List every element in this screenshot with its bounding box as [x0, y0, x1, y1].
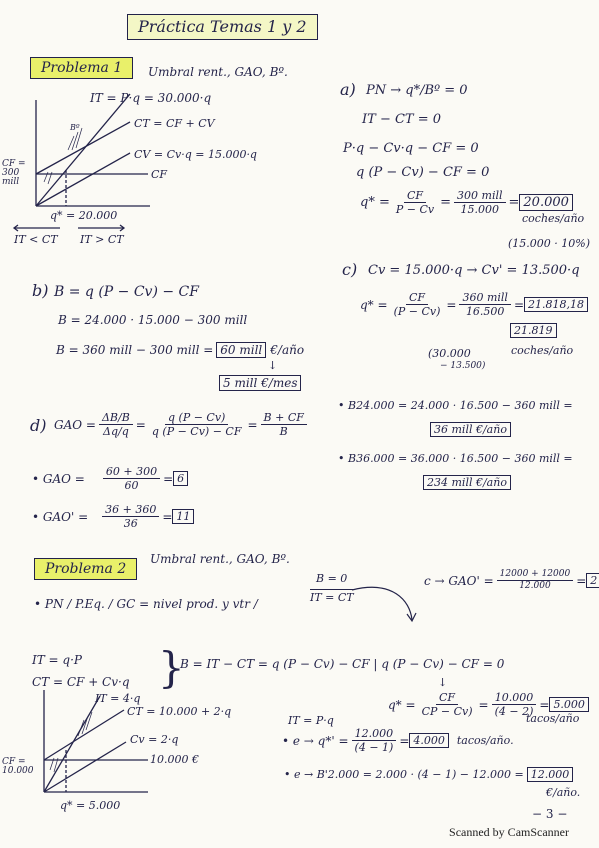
- graph1-qstar-label: q* = 20.000: [50, 209, 118, 222]
- part-b-unit: €/año: [270, 343, 305, 357]
- part-a-line4: q (P − Cv) − CF = 0: [356, 165, 490, 180]
- part-c-label: c): [342, 260, 358, 279]
- part-a-equation: q* = $\frac{CF}{P - Cv}$ = $\frac{\text{300 mill}}{15.000}$ = 20.000: [360, 190, 573, 215]
- gao-2-row: • GAO' = $\frac{36 + 360}{36}$ = 11: [32, 504, 194, 529]
- part-d-frac1: $\frac{\Delta B/B}{\Delta q/q}$: [99, 412, 133, 437]
- part-c-aside2: − 13.500): [440, 361, 486, 371]
- part-c-aside1: (30.000: [428, 347, 471, 360]
- p2-frac2: $\frac{10.000}{(4 - 2)}$: [492, 692, 537, 717]
- part-b-line3-text: B = 360 mill − 300 mill =: [56, 343, 214, 357]
- problem-2-subtitle: Umbral rent., GAO, Bº.: [150, 552, 290, 566]
- scanner-watermark: Scanned by CamScanner: [449, 825, 569, 839]
- part-a-unit: coches/año: [522, 212, 585, 225]
- part-c-result2: 21.819: [510, 323, 557, 338]
- gao-2-frac: $\frac{36 + 360}{36}$: [102, 504, 159, 529]
- gao-1-label: • GAO =: [32, 471, 85, 486]
- problem-2-cond2: IT = CT: [310, 591, 354, 604]
- graph2-cf-axis-label: CF = 10.000: [2, 757, 34, 776]
- graph1-profit-label: Bº: [70, 123, 80, 132]
- graph2-cf-label: 10.000 €: [150, 753, 199, 766]
- p2-frac1: $\frac{CF}{CP - Cv)}$: [421, 691, 473, 718]
- part-b-line2: B = 24.000 · 15.000 − 300 mill: [58, 313, 248, 327]
- graph1-left-region: IT < CT: [14, 233, 58, 246]
- b24-result: 36 mill €/año: [430, 422, 511, 437]
- p2-e2-result: 12.000: [527, 767, 574, 782]
- part-c-result1: 21.818,18: [524, 297, 588, 312]
- part-a-line1: PN → q*/Bº = 0: [366, 83, 468, 98]
- part-a-line3: P·q − Cv·q − CF = 0: [343, 141, 479, 156]
- p2-qstar-unit: tacos/año: [526, 712, 580, 725]
- graph2-it-line: [44, 696, 100, 792]
- part-a-line2: IT − CT = 0: [362, 112, 442, 127]
- p2-qstar-result: 5.000: [549, 697, 589, 712]
- page-number: − 3 −: [532, 807, 568, 821]
- graph2-it-label: IT = 4·q: [95, 692, 141, 705]
- p2-e2-unit: €/año.: [546, 786, 581, 799]
- graph1-it-label: IT = P·q = 30.000·q: [90, 91, 212, 105]
- p2-e1-result: 4.000: [409, 733, 449, 748]
- gao-1-frac: $\frac{60 + 300}{60}$: [103, 466, 160, 491]
- p2-e1-unit: tacos/año.: [456, 734, 514, 747]
- p2-qstar-lhs: q* =: [388, 697, 416, 712]
- p2-it: IT = q·P: [32, 653, 82, 667]
- p2-gao-result: 2: [586, 573, 599, 588]
- problem-2-cond1: B = 0: [316, 572, 348, 585]
- graph1-cf-axis-label: CF = 300 mill: [2, 159, 26, 187]
- part-b-label: b): [32, 281, 49, 300]
- b24-line: • B24.000 = 24.000 · 16.500 − 360 mill =: [338, 399, 573, 412]
- part-c-unit: coches/año: [511, 344, 574, 357]
- graph1-cf-label: CF: [151, 168, 168, 181]
- graph2-cv-line: [44, 742, 126, 792]
- part-b-result: 60 mill: [216, 342, 266, 358]
- gao-1-result: 6: [173, 471, 188, 486]
- graph2-cv-label: Cv = 2·q: [130, 733, 179, 746]
- p2-e-pre: IT = P·q: [288, 714, 334, 727]
- p2-gao-row: c → GAO' = $\frac{12000 + 12000}{12.000}$ = 2: [424, 570, 599, 591]
- part-a-result: 20.000: [519, 194, 573, 211]
- part-a-frac1: $\frac{CF}{P - Cv}$: [395, 189, 435, 216]
- part-d-lhs: GAO =: [54, 417, 96, 432]
- part-c-note: (15.000 · 10%): [508, 237, 591, 250]
- part-d-frac3: $\frac{B + CF}{B}$: [261, 412, 307, 437]
- part-c-equation: q* = $\frac{CF}{(P - Cv)}$ = $\frac{\text{360 mill}}{16.500}$ = 21.818,18: [360, 292, 588, 317]
- graph1-right-region: IT > CT: [80, 233, 124, 246]
- graph1-cv-label: CV = Cv·q = 15.000·q: [134, 148, 257, 161]
- part-c-lhs: q* =: [360, 297, 388, 312]
- p2-e2-row: [284, 767, 573, 782]
- part-a-frac2: $\frac{\text{300 mill}}{15.000}$: [454, 190, 505, 215]
- graph1-ct-label: CT = CF + CV: [134, 117, 215, 130]
- p2-e1-lhs: • e → q*' =: [282, 733, 349, 748]
- b36-line: • B36.000 = 36.000 · 16.500 − 360 mill =: [338, 452, 573, 465]
- p2-gao-frac: $\frac{12000 + 12000}{12.000}$: [497, 570, 574, 591]
- part-a-label: a): [340, 80, 356, 99]
- graph2-ct-line: [44, 710, 124, 760]
- problem-1-subtitle: Umbral rent., GAO, Bº.: [148, 65, 288, 79]
- p2-e1-row: • e → q*' = $\frac{12.000}{(4 - 1)}$ = 4.000 tacos/año.: [282, 727, 514, 754]
- p2-gao-lhs: c → GAO' =: [424, 573, 494, 588]
- graph2-ct-label: CT = 10.000 + 2·q: [127, 705, 232, 718]
- part-c-frac1: $\frac{CF}{(P - Cv)}$: [393, 291, 441, 318]
- gao-2-result: 11: [172, 509, 194, 524]
- p2-e2-lhs: • e → B'2.000 = 2.000 · (4 − 1) − 12.000 =: [284, 768, 524, 781]
- part-a-lhs: q* =: [360, 195, 390, 210]
- gao-1-row: • GAO = $\frac{60 + 300}{60}$ = 6: [32, 466, 188, 491]
- part-b-arrow: ↓: [268, 359, 278, 372]
- problem-1-label: Problema 1: [30, 57, 133, 79]
- graph2-qstar-label: q* = 5.000: [60, 799, 121, 812]
- problem-2-label: Problema 2: [34, 558, 137, 580]
- part-b-monthly: 5 mill €/mes: [219, 375, 301, 391]
- gao-2-label: • GAO' =: [32, 509, 89, 524]
- problem-2-definition: • PN / P.Eq. / GC = nivel prod. y vtr /: [34, 597, 258, 611]
- part-c-line1: Cv = 15.000·q → Cv' = 13.500·q: [368, 263, 580, 278]
- part-d-equation: GAO = $\frac{\Delta B/B}{\Delta q/q}$ = $\frac{q (P - Cv)}{q (P - Cv) - CF}$ = $\frac{B + CF}{B}$: [54, 412, 310, 437]
- p2-ct: CT = CF + Cv·q: [32, 675, 130, 689]
- part-d-label: d): [30, 416, 47, 435]
- p2-arrow-down: ↓: [438, 676, 448, 689]
- p2-qstar-equation: q* = $\frac{CF}{CP - Cv)}$ = $\frac{10.000}{(4 - 2)}$ = 5.000: [388, 692, 589, 717]
- b36-result: 234 mill €/año: [423, 475, 511, 490]
- part-b-line1: B = q (P − Cv) − CF: [54, 284, 199, 300]
- part-d-frac2: $\frac{q (P - Cv)}{q (P - Cv) - CF}$: [151, 411, 242, 438]
- p2-brace: }: [158, 643, 185, 692]
- p2-e1-frac: $\frac{12.000}{(4 - 1)}$: [352, 728, 397, 753]
- page-title-text: Práctica Temas 1 y 2: [138, 17, 307, 36]
- part-c-frac2: $\frac{\text{360 mill}}{16.500}$: [459, 292, 510, 317]
- p2-profit-expr: B = IT − CT = q (P − Cv) − CF | q (P − Cv) − CF = 0: [180, 657, 505, 671]
